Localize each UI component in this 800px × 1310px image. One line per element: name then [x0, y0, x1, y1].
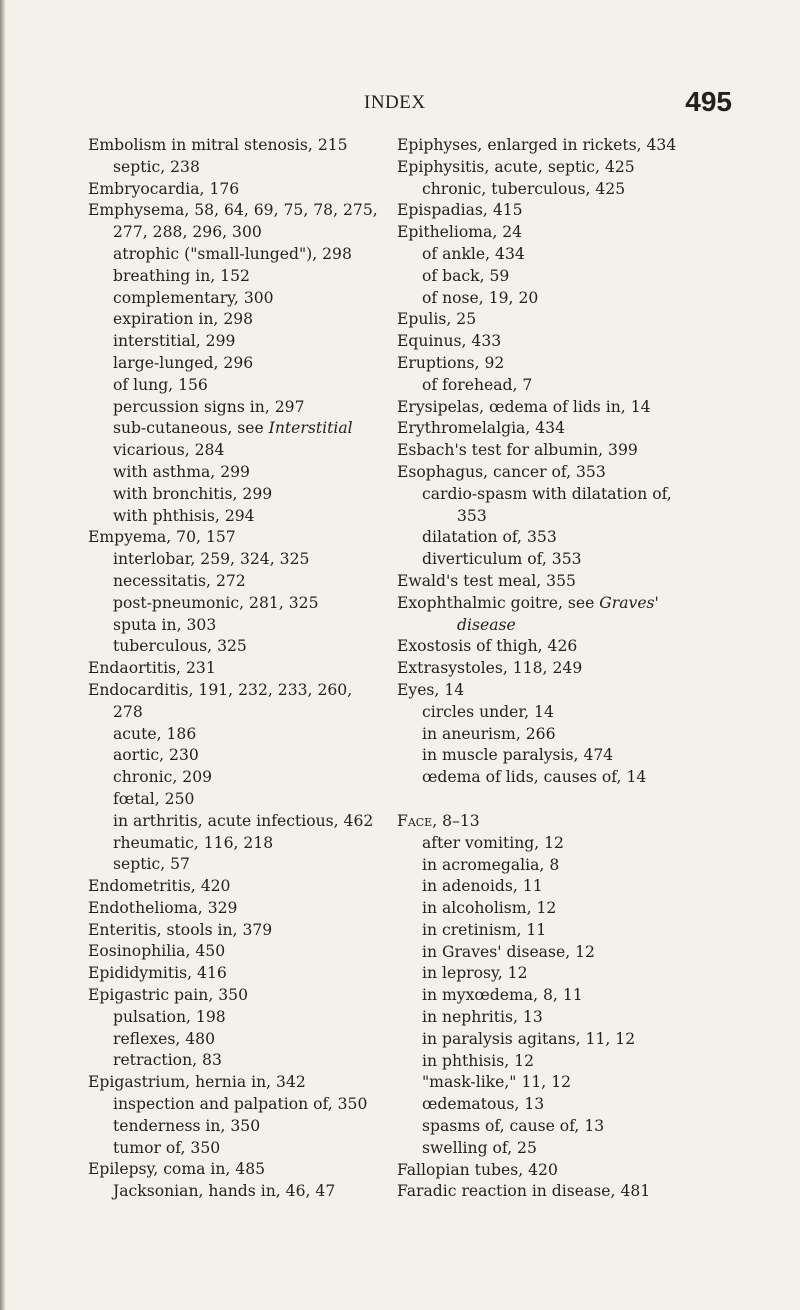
- index-subentry: percussion signs in, 297: [113, 397, 305, 416]
- index-subentry: interlobar, 259, 324, 325: [113, 550, 310, 569]
- index-subentry: cardio-spasm with dilatation of,: [422, 484, 672, 503]
- index-entry: Erysipelas, œdema of lids in, 14: [397, 397, 651, 416]
- letter-section-gap: [397, 789, 732, 811]
- index-entry: Eosinophilia, 450: [88, 942, 226, 961]
- index-subentry: tenderness in, 350: [113, 1116, 261, 1135]
- index-entry: Epiphyses, enlarged in rickets, 434: [397, 136, 677, 154]
- index-subentry: inspection and palpation of, 350: [113, 1095, 368, 1114]
- index-subentry: dilatation of, 353: [422, 528, 557, 547]
- index-subentry: in muscle paralysis, 474: [422, 746, 614, 765]
- index-entry: Embolism in mitral stenosis, 215: [88, 136, 348, 154]
- index-entry: Epispadias, 415: [397, 201, 523, 220]
- page-title: INDEX: [364, 92, 426, 113]
- index-subentry: of back, 59: [422, 266, 510, 285]
- index-entry: [397, 811, 732, 833]
- index-subentry: spasms of, cause of, 13: [422, 1117, 605, 1136]
- index-subentry: aortic, 230: [113, 746, 199, 765]
- running-head: [0, 86, 800, 122]
- index-subentry: post-pneumonic, 281, 325: [113, 593, 319, 612]
- index-subentry: in nephritis, 13: [422, 1008, 543, 1027]
- page-number: 495: [685, 86, 732, 117]
- index-subentry: of ankle, 434: [422, 244, 525, 263]
- index-entry: Epigastrium, hernia in, 342: [88, 1073, 306, 1092]
- index-entry: Endocarditis, 191, 232, 233, 260,: [88, 680, 353, 699]
- index-subentry: in acromegalia, 8: [422, 855, 560, 874]
- index-subentry: with asthma, 299: [113, 462, 250, 481]
- index-subentry: large-lunged, 296: [113, 353, 254, 372]
- index-entry-text: Exophthalmic goitre, see: [397, 593, 600, 612]
- index-subentry: with bronchitis, 299: [113, 484, 273, 503]
- index-subentry: diverticulum of, 353: [422, 550, 582, 569]
- index-subentry: rheumatic, 116, 218: [113, 833, 274, 852]
- index-subentry: interstitial, 299: [113, 332, 236, 351]
- index-subentry: sputa in, 303: [113, 615, 217, 634]
- index-subentry: acute, 186: [113, 724, 197, 743]
- index-entry: Fallopian tubes, 420: [397, 1160, 558, 1179]
- index-entry: Emphysema, 58, 64, 69, 75, 78, 275,: [88, 201, 378, 220]
- index-subentry-text: sub-cutaneous, see: [113, 419, 269, 438]
- index-subentry: in aneurism, 266: [422, 724, 556, 743]
- index-entry: Epithelioma, 24: [397, 223, 523, 242]
- index-entry: Epiphysitis, acute, septic, 425: [397, 157, 635, 176]
- index-entry: Ewald's test meal, 355: [397, 571, 576, 590]
- index-subentry: reflexes, 480: [113, 1029, 216, 1048]
- index-subentry: of lung, 156: [113, 375, 208, 394]
- cross-reference-continuation: disease: [457, 615, 516, 634]
- index-subentry: with phthisis, 294: [113, 506, 255, 525]
- index-entry: Extrasystoles, 118, 249: [397, 659, 583, 678]
- index-entry: Exostosis of thigh, 426: [397, 637, 578, 656]
- index-subentry: septic, 57: [113, 855, 190, 874]
- page-edge: [0, 0, 6, 1310]
- index-entry: Eyes, 14: [397, 680, 465, 699]
- index-entry: Esophagus, cancer of, 353: [397, 462, 606, 481]
- index-entry: Endaortitis, 231: [88, 659, 216, 678]
- index-entry: Erythromelalgia, 434: [397, 419, 566, 438]
- index-subentry: œdematous, 13: [422, 1095, 545, 1114]
- index-subentry: "mask-like," 11, 12: [422, 1073, 572, 1092]
- index-entry-continuation: 353: [457, 506, 487, 525]
- index-entry: Embryocardia, 176: [88, 179, 240, 198]
- index-subentry: chronic, 209: [113, 768, 213, 787]
- index-entry-text: , 8–13: [432, 811, 480, 830]
- index-subentry: tuberculous, 325: [113, 637, 247, 656]
- index-entry: Equinus, 433: [397, 332, 502, 351]
- index-entry: Epilepsy, coma in, 485: [88, 1160, 266, 1179]
- index-entry: Epulis, 25: [397, 310, 477, 329]
- index-subentry: in myxœdema, 8, 11: [422, 986, 583, 1005]
- index-subentry: Jacksonian, hands in, 46, 47: [113, 1182, 336, 1201]
- index-subentry: in paralysis agitans, 11, 12: [422, 1029, 636, 1048]
- index-subentry: of nose, 19, 20: [422, 288, 539, 307]
- index-subentry: expiration in, 298: [113, 310, 254, 329]
- index-column-left: [88, 135, 396, 1203]
- index-subentry: atrophic ("small-lunged"), 298: [113, 244, 352, 263]
- index-subentry: pulsation, 198: [113, 1007, 226, 1026]
- index-entry: Faradic reaction in disease, 481: [397, 1182, 651, 1201]
- index-subentry: in Graves' disease, 12: [422, 942, 595, 961]
- index-subentry: breathing in, 152: [113, 266, 250, 285]
- index-subentry: in arthritis, acute infectious, 462: [113, 811, 374, 830]
- index-subentry: vicarious, 284: [113, 441, 225, 460]
- section-lead-word: Face: [397, 811, 433, 830]
- index-subentry: of forehead, 7: [422, 375, 533, 394]
- index-entry: Enteritis, stools in, 379: [88, 920, 273, 939]
- index-entry-continuation: 277, 288, 296, 300: [113, 223, 262, 242]
- index-entry: Esbach's test for albumin, 399: [397, 441, 638, 460]
- index-subentry: in leprosy, 12: [422, 964, 528, 983]
- index-subentry: tumor of, 350: [113, 1138, 221, 1157]
- index-entry: Epigastric pain, 350: [88, 986, 249, 1005]
- index-subentry: circles under, 14: [422, 702, 554, 721]
- index-entry: Endothelioma, 329: [88, 898, 238, 917]
- index-subentry: after vomiting, 12: [422, 833, 564, 852]
- index-entry: Eruptions, 92: [397, 353, 505, 372]
- index-subentry: swelling of, 25: [422, 1138, 537, 1157]
- index-subentry: in alcoholism, 12: [422, 899, 557, 918]
- index-subentry: [88, 418, 396, 440]
- index-subentry: in phthisis, 12: [422, 1051, 535, 1070]
- index-subentry: in cretinism, 11: [422, 920, 547, 939]
- index-subentry: necessitatis, 272: [113, 571, 246, 590]
- index-entry: [397, 593, 732, 615]
- index-subentry: septic, 238: [113, 157, 200, 176]
- index-entry: Empyema, 70, 157: [88, 528, 236, 547]
- index-subentry: retraction, 83: [113, 1051, 222, 1070]
- index-subentry: œdema of lids, causes of, 14: [422, 768, 647, 787]
- cross-reference: Interstitial: [268, 419, 353, 438]
- index-subentry: complementary, 300: [113, 288, 274, 307]
- index-entry: Endometritis, 420: [88, 877, 231, 896]
- index-subentry: fœtal, 250: [113, 789, 195, 808]
- cross-reference: Graves': [599, 593, 659, 612]
- index-entry: Epididymitis, 416: [88, 964, 227, 983]
- index-subentry: chronic, tuberculous, 425: [422, 179, 626, 198]
- index-entry-continuation: 278: [113, 702, 143, 721]
- index-column-right: [397, 135, 732, 1203]
- index-subentry: in adenoids, 11: [422, 877, 543, 896]
